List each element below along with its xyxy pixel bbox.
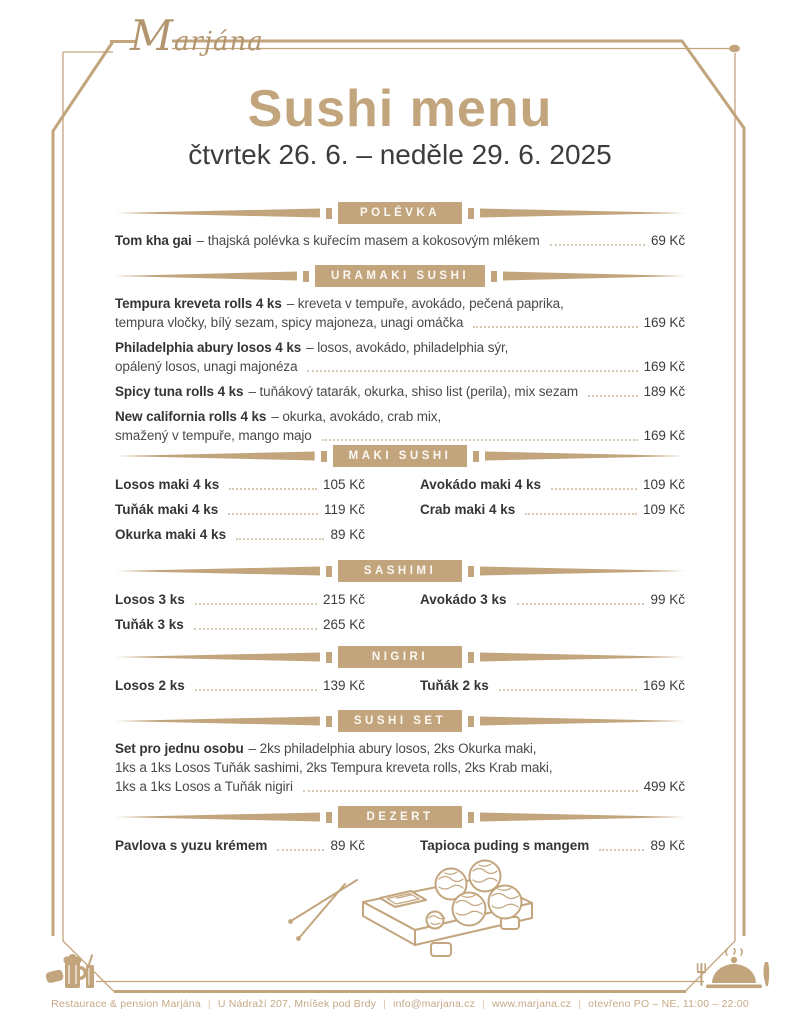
divider-tick-icon xyxy=(473,451,479,462)
item-line xyxy=(115,739,685,758)
section-header xyxy=(115,265,685,287)
divider-line-icon xyxy=(480,651,685,663)
item-price: 169 Kč xyxy=(643,359,685,374)
footer-item: Restaurace & pension Marjána xyxy=(51,998,201,1010)
item-price: 69 Kč xyxy=(650,233,685,248)
menu-item xyxy=(115,407,685,445)
section-columns xyxy=(115,475,685,550)
section-columns xyxy=(115,590,685,640)
divider-line-icon xyxy=(503,270,685,282)
item-price: 169 Kč xyxy=(643,315,685,330)
item-line xyxy=(115,382,685,401)
beer-mugs-icon xyxy=(44,950,100,994)
item-description: – okurka, avokádo, crab mix, xyxy=(271,409,442,424)
item-description: opálený losos, unagi majonéza xyxy=(115,359,298,374)
item-price: 89 Kč xyxy=(650,838,685,853)
section-header xyxy=(115,202,685,224)
menu-item xyxy=(115,382,685,401)
divider-tick-icon xyxy=(326,812,332,823)
divider-tick-icon xyxy=(468,716,474,727)
footer-separator: | xyxy=(383,998,387,1010)
dotted-leader xyxy=(499,689,637,691)
item-name: Avokádo maki 4 ks xyxy=(420,477,542,492)
divider-line-icon xyxy=(115,450,315,462)
divider-tick-icon xyxy=(303,271,309,282)
item-price: 109 Kč xyxy=(642,477,685,492)
item-name: Okurka maki 4 ks xyxy=(115,527,227,542)
divider-line-icon xyxy=(115,207,320,219)
divider-line-icon xyxy=(115,811,320,823)
date-range: čtvrtek 26. 6. – neděle 29. 6. 2025 xyxy=(188,139,612,170)
footer-separator: | xyxy=(207,998,211,1010)
dotted-leader xyxy=(195,603,317,605)
section-title: DEZERT xyxy=(338,806,462,828)
item-price: 169 Kč xyxy=(642,678,685,693)
item-line xyxy=(115,758,685,777)
item-line xyxy=(115,313,685,332)
menu-section-sushi-set xyxy=(115,710,685,802)
item-name: Tuňák 2 ks xyxy=(420,678,489,693)
item-price: 189 Kč xyxy=(643,384,685,399)
item-price: 105 Kč xyxy=(322,477,365,492)
price-column-right xyxy=(420,676,685,701)
dotted-leader xyxy=(525,513,637,515)
item-price: 265 Kč xyxy=(322,617,365,632)
section-title: SUSHI SET xyxy=(338,710,462,732)
item-price: 169 Kč xyxy=(643,428,685,443)
divider-line-icon xyxy=(480,715,685,727)
menu-item xyxy=(115,525,365,550)
item-price: 499 Kč xyxy=(643,779,685,794)
item-name: Philadelphia abury losos 4 ks xyxy=(115,340,302,355)
divider-line-icon xyxy=(115,270,297,282)
section-items xyxy=(115,231,685,250)
menu-item xyxy=(115,739,685,796)
menu-item xyxy=(115,615,365,640)
sushi-board-chopsticks-illustration xyxy=(285,857,538,975)
item-name: Tuňák maki 4 ks xyxy=(115,502,219,517)
dotted-leader xyxy=(473,326,637,328)
divider-tick-icon xyxy=(468,812,474,823)
menu-section-nigiri xyxy=(115,646,685,701)
item-price: 215 Kč xyxy=(322,592,365,607)
footer-item: U Nádraží 207, Mníšek pod Brdy xyxy=(217,998,377,1010)
section-title: MAKI SUSHI xyxy=(333,445,468,467)
section-title: NIGIRI xyxy=(338,646,462,668)
menu-item xyxy=(115,500,365,525)
divider-line-icon xyxy=(480,565,685,577)
item-price: 89 Kč xyxy=(330,527,365,542)
dotted-leader xyxy=(236,538,324,540)
item-name: Spicy tuna rolls 4 ks xyxy=(115,384,244,399)
section-header xyxy=(115,806,685,828)
page-title: Sushi menu xyxy=(247,80,553,138)
item-line xyxy=(115,777,685,796)
divider-line-icon xyxy=(485,450,685,462)
item-name: Tempura kreveta rolls 4 ks xyxy=(115,296,282,311)
menu-item xyxy=(115,231,685,250)
dotted-leader xyxy=(277,849,324,851)
divider-line-icon xyxy=(115,565,320,577)
item-price: 119 Kč xyxy=(323,502,365,517)
divider-tick-icon xyxy=(491,271,497,282)
section-title: SASHIMI xyxy=(338,560,462,582)
section-items xyxy=(115,739,685,796)
footer-item: info@marjana.cz xyxy=(393,998,476,1010)
item-description: – tuňákový tatarák, okurka, shiso list (perila), mix sezam xyxy=(248,384,579,399)
restaurant-logo: Marjána xyxy=(130,11,264,60)
menu-item xyxy=(115,676,365,701)
section-header xyxy=(115,710,685,732)
item-line xyxy=(115,231,685,250)
item-description: smažený v tempuře, mango majo xyxy=(115,428,312,443)
footer-separator: | xyxy=(482,998,485,1010)
menu-item xyxy=(420,590,685,615)
menu-item xyxy=(420,475,685,500)
item-name: Crab maki 4 ks xyxy=(420,502,516,517)
section-items xyxy=(115,294,685,445)
divider-tick-icon xyxy=(326,716,332,727)
divider-tick-icon xyxy=(468,208,474,219)
price-column-left xyxy=(115,676,365,701)
menu-item xyxy=(420,500,685,525)
item-line xyxy=(115,357,685,376)
cloche-cutlery-icon xyxy=(694,948,774,994)
item-price: 99 Kč xyxy=(650,592,685,607)
section-header xyxy=(115,646,685,668)
dotted-leader xyxy=(517,603,645,605)
item-line xyxy=(115,294,685,313)
item-name: Tapioca puding s mangem xyxy=(420,838,590,853)
item-description: 1ks a 1ks Losos Tuňák sashimi, 2ks Tempura kreveta rolls, 2ks Krab maki, xyxy=(115,760,553,775)
footer-item: www.marjana.cz xyxy=(491,998,572,1010)
dotted-leader xyxy=(195,689,317,691)
section-title: URAMAKI SUSHI xyxy=(315,265,485,287)
item-price: 89 Kč xyxy=(330,838,365,853)
footer-item: otevřeno PO – NE, 11:00 – 22:00 xyxy=(588,998,749,1010)
item-name: Avokádo 3 ks xyxy=(420,592,507,607)
item-line xyxy=(115,407,685,426)
dotted-leader xyxy=(307,370,637,372)
item-name: Losos 2 ks xyxy=(115,678,185,693)
divider-tick-icon xyxy=(326,652,332,663)
item-description: – kreveta v tempuře, avokádo, pečená paprika, xyxy=(286,296,564,311)
menu-section-polevka xyxy=(115,202,685,256)
price-column-left xyxy=(115,590,365,640)
item-line xyxy=(115,426,685,445)
dotted-leader xyxy=(550,244,645,246)
item-name: Tuňák 3 ks xyxy=(115,617,184,632)
item-name: Losos maki 4 ks xyxy=(115,477,220,492)
menu-section-dezert xyxy=(115,806,685,861)
divider-line-icon xyxy=(115,715,320,727)
item-name: Losos 3 ks xyxy=(115,592,185,607)
item-description: – 2ks philadelphia abury losos, 2ks Okurka maki, xyxy=(248,741,537,756)
divider-tick-icon xyxy=(321,451,327,462)
item-name: Pavlova s yuzu krémem xyxy=(115,838,268,853)
price-column-right xyxy=(420,590,685,640)
menu-item xyxy=(115,294,685,332)
item-description: – losos, avokádo, philadelphia sýr, xyxy=(306,340,509,355)
menu-item xyxy=(115,475,365,500)
price-column-right xyxy=(420,475,685,550)
dotted-leader xyxy=(599,849,644,851)
divider-tick-icon xyxy=(468,566,474,577)
divider-tick-icon xyxy=(326,208,332,219)
item-name: New california rolls 4 ks xyxy=(115,409,267,424)
divider-line-icon xyxy=(480,811,685,823)
item-description: – thajská polévka s kuřecím masem a kokosovým mlékem xyxy=(196,233,540,248)
dotted-leader xyxy=(228,513,318,515)
footer-contact-bar xyxy=(0,998,800,1010)
menu-section-sashimi xyxy=(115,560,685,640)
divider-tick-icon xyxy=(468,652,474,663)
menu-section-maki-sushi xyxy=(115,445,685,550)
dotted-leader xyxy=(194,628,317,630)
item-price: 139 Kč xyxy=(322,678,365,693)
menu-item xyxy=(115,590,365,615)
menu-item xyxy=(115,338,685,376)
divider-line-icon xyxy=(480,207,685,219)
dotted-leader xyxy=(322,439,638,441)
item-description: 1ks a 1ks Losos a Tuňák nigiri xyxy=(115,779,293,794)
item-name: Tom kha gai xyxy=(115,233,192,248)
item-price: 109 Kč xyxy=(642,502,685,517)
section-header xyxy=(115,445,685,467)
menu-item xyxy=(420,676,685,701)
divider-tick-icon xyxy=(326,566,332,577)
section-columns xyxy=(115,676,685,701)
dotted-leader xyxy=(229,488,317,490)
dotted-leader xyxy=(588,395,638,397)
section-title: POLÉVKA xyxy=(338,202,462,224)
menu-section-uramaki-sushi xyxy=(115,265,685,451)
footer-separator: | xyxy=(578,998,582,1010)
divider-line-icon xyxy=(115,651,320,663)
dotted-leader xyxy=(551,488,637,490)
section-header xyxy=(115,560,685,582)
item-name: Set pro jednu osobu xyxy=(115,741,244,756)
dotted-leader xyxy=(303,790,638,792)
item-line xyxy=(115,338,685,357)
price-column-left xyxy=(115,475,365,550)
item-description: tempura vločky, bílý sezam, spicy majoneza, unagi omáčka xyxy=(115,315,464,330)
